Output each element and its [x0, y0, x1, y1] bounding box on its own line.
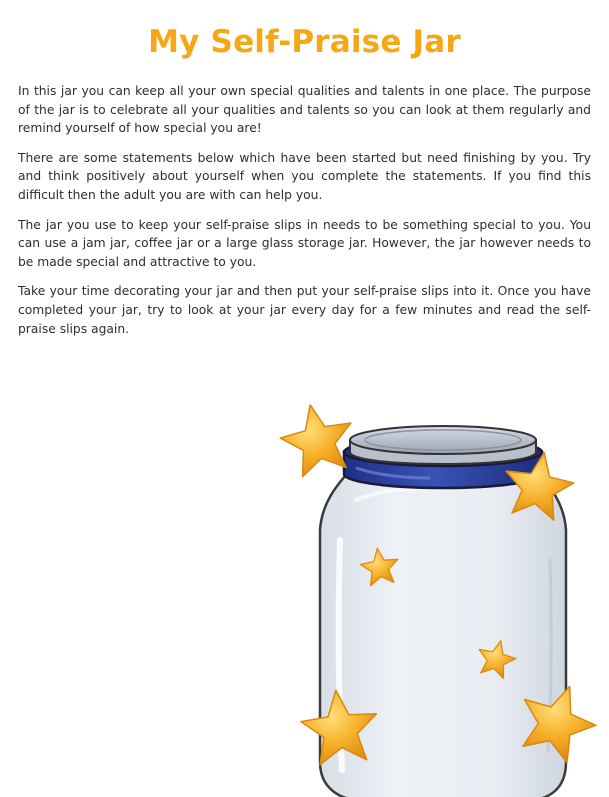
paragraph-1: In this jar you can keep all your own special qualities and talents in one place. The purpose of the jar is to celebrate all your qualities and talents so you can look at them regularly and remind yourself of how special you are!: [18, 84, 591, 136]
paragraph-4: Take your time decorating your jar and then put your self-praise slips into it. Once you have completed your jar, try to look at your jar every day for a few minutes and read the self-praise slips again.: [18, 284, 591, 336]
jar-with-stars-icon: [260, 390, 609, 797]
page-title: My Self-Praise Jar: [148, 24, 461, 60]
paragraph-3: The jar you use to keep your self-praise slips in needs to be something special to you. You can use a jam jar, coffee jar or a large glass storage jar. However, the jar however needs to be made special and attractive to you.: [18, 217, 591, 269]
paragraph-2: There are some statements below which have been started but need finishing by you. Try and think positively about yourself when you complete the statements. If you find this difficult then the adult you are with can help you.: [18, 150, 591, 202]
intro-text: [18, 82, 591, 349]
